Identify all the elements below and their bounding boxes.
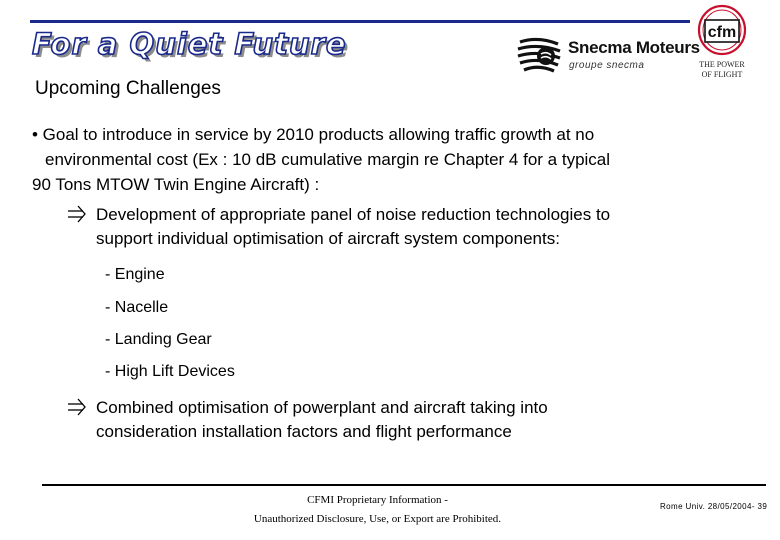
cfm-logo-text: cfm bbox=[707, 24, 737, 41]
goal-bullet-line-2: environmental cost (Ex : 10 dB cumulative margin re Chapter 4 for a typical bbox=[45, 150, 611, 169]
goal-bullet bbox=[32, 122, 732, 197]
arrow-item-optimisation-line-1: Combined optimisation of powerplant and aircraft taking into bbox=[96, 398, 548, 417]
implies-arrow-icon bbox=[66, 396, 88, 418]
arrow-item-technologies-line-2: support individual optimisation of aircraft system components: bbox=[96, 229, 560, 248]
component-nacelle: - Nacelle bbox=[105, 299, 169, 316]
header-rule bbox=[30, 20, 690, 23]
goal-bullet-line-1: • Goal to introduce in service by 2010 products allowing traffic growth at no bbox=[32, 125, 595, 144]
company-group: groupe snecma bbox=[569, 60, 645, 71]
snecma-swoosh-logo-icon bbox=[516, 34, 562, 76]
component-high-lift-devices: - High Lift Devices bbox=[105, 363, 235, 380]
slide-subtitle: Upcoming Challenges bbox=[35, 78, 221, 99]
footer-rule bbox=[42, 484, 766, 486]
slide-headline: For a Quiet Future bbox=[32, 27, 347, 61]
component-landing-gear: - Landing Gear bbox=[105, 331, 212, 348]
company-name: Snecma Moteurs bbox=[568, 38, 700, 57]
arrow-item-technologies-line-1: Development of appropriate panel of noise reduction technologies to bbox=[96, 205, 611, 224]
arrow-item-technologies bbox=[66, 203, 610, 251]
implies-arrow-icon bbox=[66, 203, 88, 225]
footer-date-page: Rome Univ. 28/05/2004- 39 bbox=[660, 502, 768, 511]
proprietary-notice-line-2: Unauthorized Disclosure, Use, or Export are Prohibited. bbox=[253, 513, 502, 525]
proprietary-notice bbox=[210, 491, 545, 529]
arrow-item-optimisation bbox=[66, 396, 548, 444]
cfm-tagline bbox=[694, 60, 750, 80]
cfm-circle-logo-icon bbox=[696, 2, 748, 56]
proprietary-notice-line-1: CFMI Proprietary Information - bbox=[307, 494, 448, 506]
cfm-tagline-line-2: OF FLIGHT bbox=[701, 70, 743, 79]
cfm-tagline-line-1: THE POWER bbox=[699, 60, 745, 69]
snecma-logo bbox=[516, 32, 700, 80]
goal-bullet-line-3: 90 Tons MTOW Twin Engine Aircraft) : bbox=[32, 175, 320, 194]
arrow-item-optimisation-line-2: consideration installation factors and flight performance bbox=[96, 422, 512, 441]
component-engine: - Engine bbox=[105, 266, 165, 283]
cfm-logo bbox=[694, 0, 754, 80]
